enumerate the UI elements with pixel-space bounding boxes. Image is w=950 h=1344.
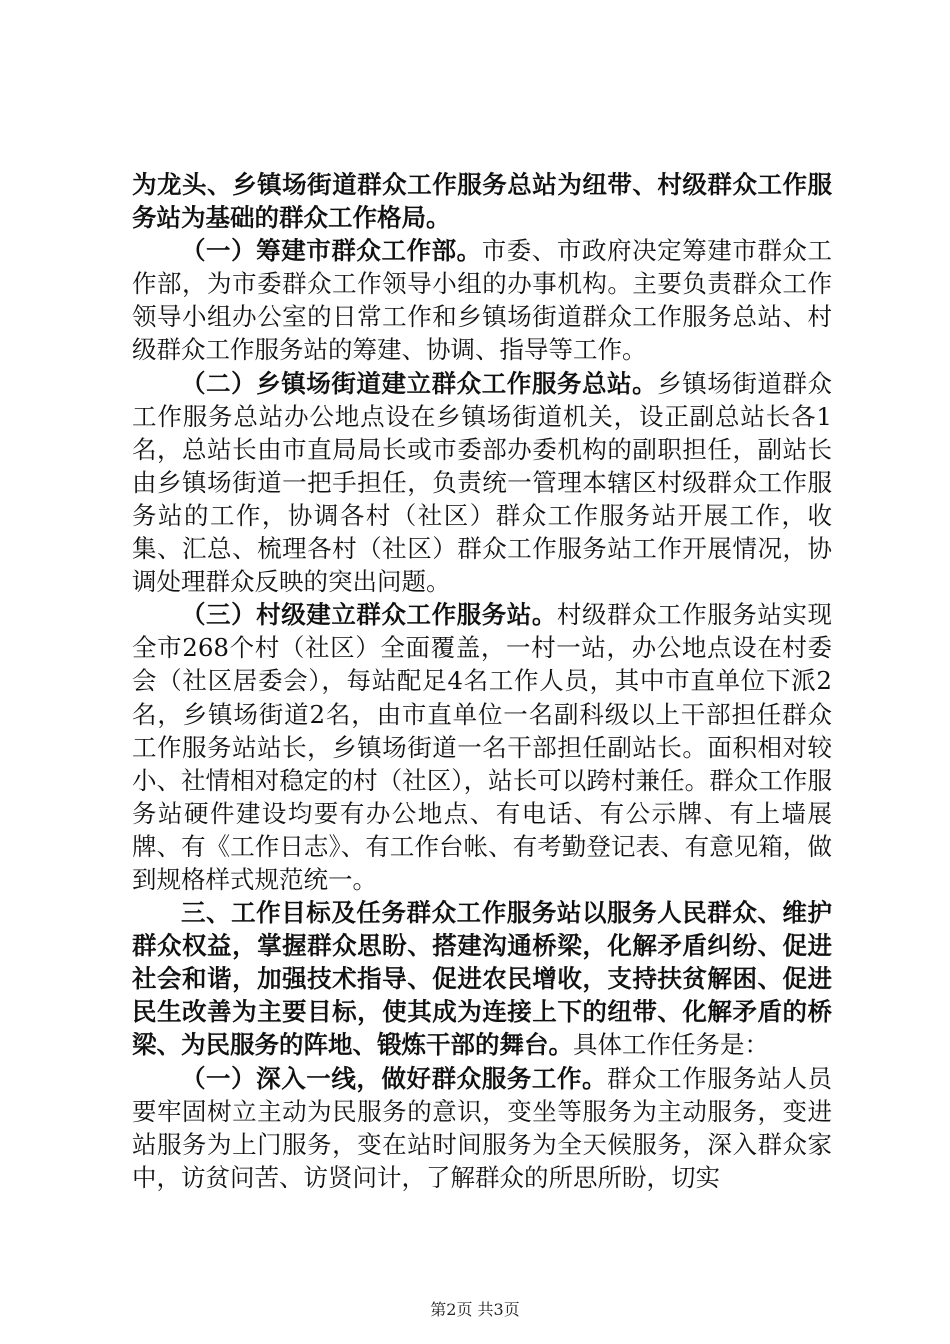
paragraph-2 [132,234,832,366]
body-text: 群众工作服务站人员要牢固树立主动为民服务的意识，变坐等服务为主动服务，变进站服务为上门服务，变在站时间服务为全天候服务，深入群众家中，访贫问苦、访贤问计，了解群众的所思所盼，切实 [132,1063,833,1192]
bold-run: （二）乡镇场街道建立群众工作服务总站。 [181,368,658,398]
bold-run: （一）筹建市群众工作部。 [181,236,482,266]
paragraph-1 [132,168,832,234]
bold-run: 三、工作目标及任务群众工作服务站以服务人民群众、维护群众权益，掌握群众思盼、搭建沟通桥梁，化解矛盾纠纷、促进社会和谐，加强技术指导、促进农民增收，支持扶贫解困、促进民生改善为主要目标，使其成为连接上下的纽带、化解矛盾的桥梁、为民服务的阵地、锻炼干部的舞台。 [132,898,832,1060]
page-number-label: 第2页 共3页 [430,1300,520,1319]
body-text: 村级群众工作服务站实现全市268个村（社区）全面覆盖，一村一站，办公地点设在村委会（社区居委会），每站配足4名工作人员，其中市直单位下派2名，乡镇场街道2名，由市直单位一名副科级以上干部担任群众工作服务站站长，乡镇场街道一名干部担任副站长。面积相对较小、社情相对稳定的村（社区），站长可以跨村兼任。群众工作服务站硬件建设均要有办公地点、有电话、有公示牌、有上墙展牌、有《工作日志》、有工作台帐、有考勤登记表、有意见箱，做到规格样式规范统一。 [132,600,833,894]
page-footer [0,1300,950,1320]
body-text: 具体工作任务是： [573,1030,769,1060]
body-text: 乡镇场街道群众工作服务总站办公地点设在乡镇场街道机关，设正副总站长各1名，总站长由市直局局长或市委部办委机构的副职担任，副站长由乡镇场街道一把手担任，负责统一管理本辖区村级群众工作服务站的工作，协调各村（社区）群众工作服务站开展工作，收集、汇总、梳理各村（社区）群众工作服务站工作开展情况，协调处理群众反映的突出问题。 [132,368,832,597]
body-text: 市委、市政府决定筹建市群众工作部，为市委群众工作领导小组的办事机构。主要负责群众工作领导小组办公室的日常工作和乡镇场街道群众工作服务总站、村级群众工作服务站的筹建、协调、指导等工作。 [132,236,832,365]
bold-run: （三）村级建立群众工作服务站。 [181,600,557,630]
paragraph-3 [132,367,832,599]
paragraph-4 [132,598,832,896]
paragraph-6 [132,1062,832,1194]
document-body [132,168,832,1194]
paragraph-5 [132,896,832,1061]
bold-run: 为龙头、乡镇场街道群众工作服务总站为纽带、村级群众工作服务站为基础的群众工作格局。 [132,170,832,233]
bold-run: （一）深入一线，做好群众服务工作。 [181,1063,608,1093]
